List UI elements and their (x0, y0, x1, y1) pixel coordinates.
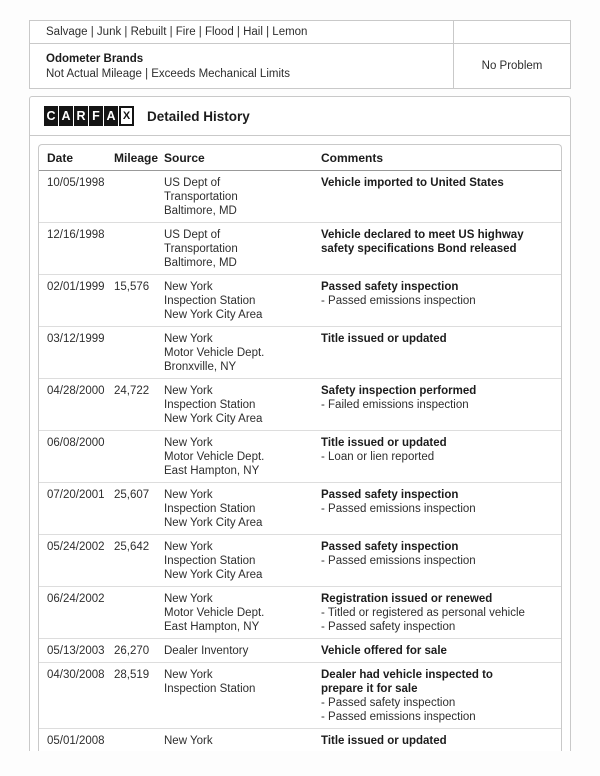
date-cell (39, 644, 114, 658)
text-line: East Hampton, NY (164, 465, 260, 477)
history-row (39, 223, 561, 275)
mileage-cell (114, 644, 164, 658)
date-cell (39, 176, 114, 218)
history-row (39, 431, 561, 483)
comments-cell (321, 280, 561, 322)
text-line: 06/08/2000 (47, 437, 105, 449)
text-line: Inspection Station (164, 555, 256, 567)
text-line: 04/28/2000 (47, 385, 105, 397)
date-cell (39, 228, 114, 270)
text-line: 03/12/1999 (47, 333, 105, 345)
text-line: 10/05/1998 (47, 177, 105, 189)
text-line (114, 228, 158, 242)
source-cell (164, 176, 321, 218)
mileage-cell (114, 592, 164, 634)
date-cell (39, 436, 114, 478)
mileage-cell (114, 332, 164, 374)
source-cell (164, 644, 321, 658)
text-line: 07/20/2001 (47, 489, 105, 501)
title-brands-table (29, 20, 571, 89)
text-line: prepare it for sale (321, 683, 418, 695)
text-line: 06/24/2002 (47, 593, 105, 605)
date-cell (39, 592, 114, 634)
date-cell (39, 384, 114, 426)
text-line: New York (164, 281, 213, 293)
source-cell (164, 436, 321, 478)
text-line: New York City Area (164, 413, 263, 425)
text-line: 24,722 (114, 385, 150, 397)
odometer-heading: Odometer Brands (46, 52, 144, 65)
text-line: - Passed safety inspection (321, 621, 456, 633)
text-line: New York (164, 669, 213, 681)
comments-cell (321, 436, 561, 478)
date-cell (39, 734, 114, 748)
text-line (114, 176, 158, 190)
text-line: - Passed safety inspection (321, 697, 456, 709)
mileage-cell (114, 734, 164, 748)
history-row (39, 663, 561, 729)
text-line: 05/24/2002 (47, 541, 105, 553)
text-line: Vehicle declared to meet US highway (321, 229, 524, 241)
text-line: Motor Vehicle Dept. (164, 347, 265, 359)
comments-cell (321, 332, 561, 374)
logo-letter: A (59, 106, 73, 126)
text-line: New York (164, 541, 213, 553)
history-row (39, 171, 561, 223)
history-row (39, 275, 561, 327)
odometer-brands-list: Not Actual Mileage | Exceeds Mechanical Limits (46, 67, 290, 80)
text-line: Vehicle offered for sale (321, 645, 447, 657)
history-row (39, 327, 561, 379)
date-cell (39, 668, 114, 724)
text-line: Vehicle imported to United States (321, 177, 504, 189)
history-row (39, 639, 561, 663)
text-line: Safety inspection performed (321, 385, 477, 397)
text-line: - Passed emissions inspection (321, 555, 476, 567)
text-line (114, 734, 158, 748)
odometer-row (30, 44, 570, 88)
odometer-status-badge: No Problem (481, 60, 543, 72)
carfax-logo-icon (44, 106, 134, 126)
text-line: safety specifications Bond released (321, 243, 517, 255)
text-line: - Passed emissions inspection (321, 295, 476, 307)
logo-letter: R (74, 106, 88, 126)
text-line: 25,642 (114, 541, 150, 553)
brands-cell (30, 21, 454, 43)
text-line: - Titled or registered as personal vehicle (321, 607, 525, 619)
comments-cell (321, 384, 561, 426)
mileage-cell (114, 488, 164, 530)
source-cell (164, 734, 321, 748)
detailed-history-card (29, 96, 571, 751)
text-line: - Passed emissions inspection (321, 711, 476, 723)
odometer-status-cell (454, 44, 570, 88)
text-line: Passed safety inspection (321, 281, 459, 293)
text-line: 26,270 (114, 645, 150, 657)
comments-cell (321, 540, 561, 582)
text-line: New York (164, 489, 213, 501)
text-line: Title issued or updated (321, 735, 447, 747)
text-line: US Dept of (164, 229, 221, 241)
history-row (39, 587, 561, 639)
column-header-date: Date (47, 150, 74, 165)
source-cell (164, 228, 321, 270)
text-line: New York City Area (164, 309, 263, 321)
text-line (114, 332, 158, 346)
comments-cell (321, 592, 561, 634)
column-header-comments: Comments (321, 150, 384, 165)
text-line: 15,576 (114, 281, 150, 293)
date-cell (39, 488, 114, 530)
text-line: Dealer had vehicle inspected to (321, 669, 493, 681)
mileage-cell (114, 668, 164, 724)
brands-status-cell (454, 21, 570, 43)
mileage-cell (114, 540, 164, 582)
mileage-cell (114, 384, 164, 426)
text-line (114, 592, 158, 606)
text-line: 25,607 (114, 489, 150, 501)
history-row (39, 729, 561, 751)
text-line: New York (164, 593, 213, 605)
source-cell (164, 488, 321, 530)
text-line: Passed safety inspection (321, 489, 459, 501)
text-line: Registration issued or renewed (321, 593, 493, 605)
page-title: Detailed History (147, 108, 250, 124)
source-cell (164, 332, 321, 374)
brands-list: Salvage | Junk | Rebuilt | Fire | Flood | Hail | Lemon (46, 26, 308, 38)
date-cell (39, 540, 114, 582)
history-table-header (39, 145, 561, 171)
text-line: Title issued or updated (321, 333, 447, 345)
text-line: East Hampton, NY (164, 621, 260, 633)
text-line: Baltimore, MD (164, 257, 237, 269)
text-line: New York (164, 437, 213, 449)
text-line: US Dept of (164, 177, 221, 189)
mileage-cell (114, 176, 164, 218)
odometer-cell (30, 44, 454, 88)
text-line: 05/13/2003 (47, 645, 105, 657)
text-line: New York (164, 735, 213, 747)
source-cell (164, 280, 321, 322)
mileage-cell (114, 436, 164, 478)
text-line: New York City Area (164, 517, 263, 529)
text-line: New York (164, 333, 213, 345)
date-cell (39, 332, 114, 374)
text-line: Inspection Station (164, 295, 256, 307)
comments-cell (321, 644, 561, 658)
text-line: Transportation (164, 191, 238, 203)
mileage-cell (114, 280, 164, 322)
text-line: - Loan or lien reported (321, 451, 435, 463)
text-line: Inspection Station (164, 399, 256, 411)
text-line: Dealer Inventory (164, 645, 249, 657)
comments-cell (321, 228, 561, 270)
text-line: Passed safety inspection (321, 541, 459, 553)
text-line: 04/30/2008 (47, 669, 105, 681)
text-line: Inspection Station (164, 503, 256, 515)
text-line: Bronxville, NY (164, 361, 237, 373)
text-line: 02/01/1999 (47, 281, 105, 293)
source-cell (164, 668, 321, 724)
mileage-cell (114, 228, 164, 270)
brands-row (30, 21, 570, 44)
text-line: Motor Vehicle Dept. (164, 451, 265, 463)
logo-letter: A (104, 106, 118, 126)
text-line: 05/01/2008 (47, 735, 105, 747)
logo-letter: F (89, 106, 103, 126)
text-line: Motor Vehicle Dept. (164, 607, 265, 619)
logo-letter: C (44, 106, 58, 126)
detailed-history-header (30, 97, 570, 136)
comments-cell (321, 668, 561, 724)
comments-cell (321, 488, 561, 530)
comments-cell (321, 176, 561, 218)
source-cell (164, 540, 321, 582)
text-line: Transportation (164, 243, 238, 255)
history-table-body (39, 171, 561, 751)
text-line: Inspection Station (164, 683, 256, 695)
source-cell (164, 592, 321, 634)
text-line: New York City Area (164, 569, 263, 581)
text-line: Title issued or updated (321, 437, 447, 449)
history-row (39, 483, 561, 535)
text-line: 28,519 (114, 669, 150, 681)
text-line: Baltimore, MD (164, 205, 237, 217)
column-header-mileage: Mileage (114, 150, 159, 165)
date-cell (39, 280, 114, 322)
column-header-source: Source (164, 150, 205, 165)
comments-cell (321, 734, 561, 748)
logo-letter-x: X (119, 106, 134, 126)
history-row (39, 379, 561, 431)
text-line: 12/16/1998 (47, 229, 105, 241)
history-row (39, 535, 561, 587)
text-line: New York (164, 385, 213, 397)
text-line (114, 436, 158, 450)
text-line: - Passed emissions inspection (321, 503, 476, 515)
source-cell (164, 384, 321, 426)
history-table (38, 144, 562, 751)
text-line: - Failed emissions inspection (321, 399, 469, 411)
